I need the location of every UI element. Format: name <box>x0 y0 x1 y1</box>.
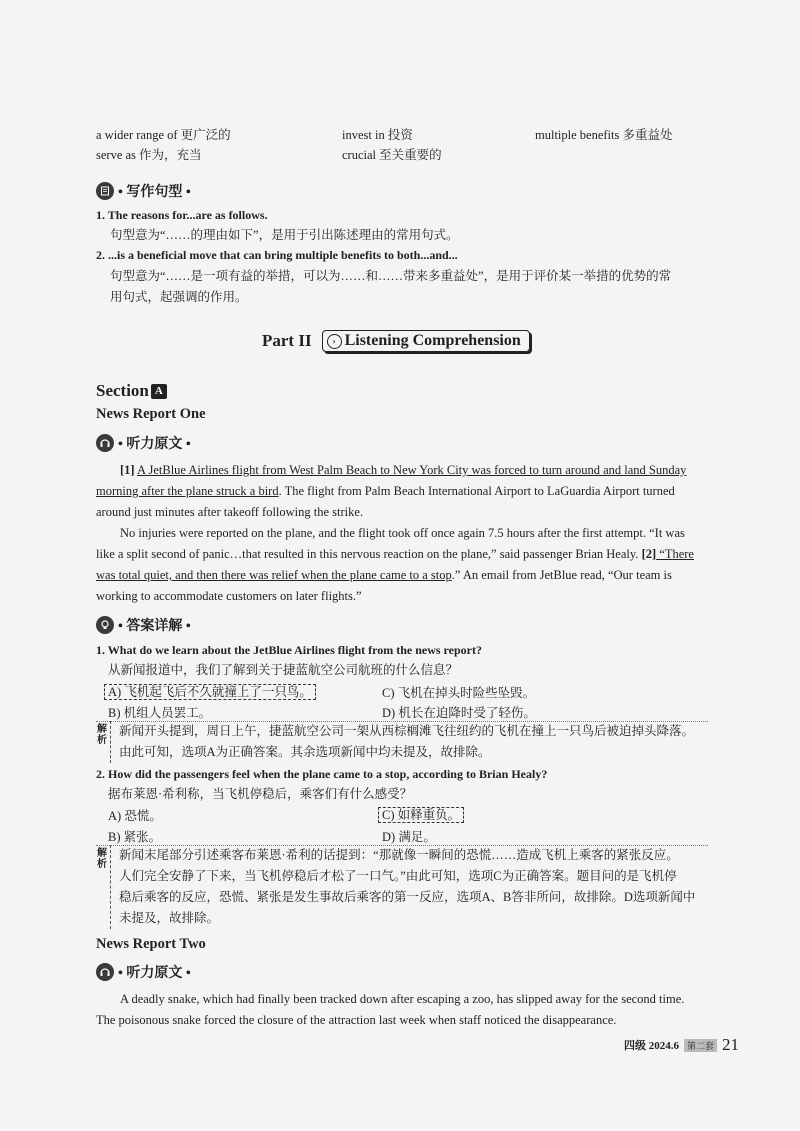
chevron-right-icon: › <box>327 334 342 349</box>
report2-script-heading <box>96 962 191 982</box>
q1-zh: 从新闻报道中，我们了解到关于捷蓝航空公司航班的什么信息？ <box>108 663 459 677</box>
q1-question: 1. What do we learn about the JetBlue Airlines flight from the news report? <box>96 643 482 657</box>
q2-option-c-text: C) 如释重负。 <box>378 807 464 823</box>
report1-script-heading <box>96 433 191 453</box>
vocab-2-1: serve as 作为，充当 <box>96 148 202 162</box>
headphones-icon <box>96 434 114 452</box>
page-footer <box>624 1035 739 1055</box>
report2-line1: A deadly snake, which had finally been tracked down after escaping a zoo, has slipped away for the second time. <box>120 992 685 1006</box>
q2-option-b: B) 紧张。 <box>108 830 162 844</box>
part-title-box <box>322 330 530 352</box>
writing-item-2-en: 2. ...is a beneficial move that can bring multiple benefits to both...and... <box>96 248 458 262</box>
q2-analysis-line4: 未提及，故排除。 <box>119 911 220 925</box>
part-label: Part II <box>262 331 312 350</box>
q1-analysis-line1: 新闻开头提到，周日上午，捷蓝航空公司一架从西棕榈滩飞往纽约的飞机在撞上一只鸟后被迫掉头降落。 <box>119 724 695 738</box>
transcript-p1-rest: . The flight from Palm Beach International Airport to LaGuardia Airport turned <box>278 484 675 498</box>
writing-heading-text: • 写作句型 • <box>118 185 191 200</box>
part-title-text: Listening Comprehension <box>344 332 521 349</box>
answer-evidence-2b: was total quiet, and then there was relief when the plane came to a stop <box>96 568 452 582</box>
report2-title: News Report Two <box>96 936 206 952</box>
q1-option-a-text: A) 飞机起飞后不久就撞上了一只鸟。 <box>104 684 316 700</box>
q2-analysis-line1: 新闻末尾部分引述乘客布莱恩·希利的话提到：“那就像一瞬间的恐慌……造成飞机上乘客的紧张反应。 <box>119 848 679 862</box>
page-number: 21 <box>722 1035 740 1054</box>
q2-analysis-line3: 稳后乘客的反应，恐慌、紧张是发生事故后乘客的第一反应，选项A、B答非所问，故排除。D选项新闻中 <box>119 890 696 904</box>
headphones-icon <box>96 963 114 981</box>
report2-script-heading-text: • 听力原文 • <box>118 966 191 981</box>
q1-analysis <box>110 721 719 763</box>
q2-analysis-tag: 解析 <box>97 848 107 870</box>
transcript-p2-line1: No injuries were reported on the plane, and the flight took off once again 7.5 hours after the first attempt. “It was <box>120 526 685 540</box>
section-label: Section <box>96 381 149 400</box>
q1-option-d: D) 机长在迫降时受了轻伤。 <box>382 706 536 720</box>
vocab-2-2: crucial 至关重要的 <box>342 148 442 162</box>
marker-2: [2] <box>641 547 657 561</box>
writing-item-2-zh1: 句型意为“……是一项有益的举措，可以为……和……带来多重益处”，是用于评价某一举措的优势的常 <box>110 269 672 283</box>
document-icon <box>96 182 114 200</box>
part-title <box>262 330 530 352</box>
writing-item-2-zh2: 用句式，起强调的作用。 <box>110 290 248 304</box>
transcript-p2-line2 <box>96 544 694 565</box>
q2-analysis-line2: 人们完全安静了下来，当飞机停稳后才松了一口气。”由此可知，选项C为正确答案。题目问的是飞机停 <box>119 869 677 883</box>
transcript-p2-line4: working to accommodate customers on later flights.” <box>96 589 362 603</box>
section-heading <box>96 381 167 401</box>
footer-tag: 第二套 <box>684 1039 717 1052</box>
lightbulb-icon <box>96 616 114 634</box>
transcript-p2-line2a: like a split second of panic…that resulted in this nervous reaction on the plane,” said passenger Brian Healy. <box>96 547 642 561</box>
section-letter: A <box>151 384 167 399</box>
report1-script-heading-text: • 听力原文 • <box>118 437 191 452</box>
transcript-p2-line3 <box>96 565 672 586</box>
report2-line2: The poisonous snake forced the closure of the attraction last week when staff noticed the disappearance. <box>96 1013 617 1027</box>
q2-option-c <box>378 805 464 823</box>
answer-heading-text: • 答案详解 • <box>118 619 191 634</box>
answer-evidence-1a: A JetBlue Airlines flight from West Palm Beach to New York City was forced to turn around and land Sunday <box>137 463 687 477</box>
q1-option-b: B) 机组人员罢工。 <box>108 706 212 720</box>
transcript-p2-line3-rest: .” An email from JetBlue read, “Our team is <box>451 568 672 582</box>
answer-evidence-1b: morning after the plane struck a bird <box>96 484 279 498</box>
q1-option-c: C) 飞机在掉头时险些坠毁。 <box>382 686 536 700</box>
q2-analysis <box>110 845 719 929</box>
transcript-p1-line2 <box>96 481 675 502</box>
q1-analysis-line2: 由此可知，选项A为正确答案。其余选项新闻中均未提及，故排除。 <box>119 745 491 759</box>
writing-item-1-en: 1. The reasons for...are as follows. <box>96 208 268 222</box>
report1-title: News Report One <box>96 406 206 422</box>
q2-option-a: A) 恐慌。 <box>108 809 162 823</box>
q2-option-d: D) 满足。 <box>382 830 436 844</box>
transcript-p1-line3: around just minutes after takeoff following the strike. <box>96 505 364 519</box>
vocab-1-3: multiple benefits 多重益处 <box>535 128 673 142</box>
transcript-p1-line1 <box>120 460 686 481</box>
vocab-1-1: a wider range of 更广泛的 <box>96 128 231 142</box>
vocab-1-2: invest in 投资 <box>342 128 413 142</box>
q2-zh: 据布莱恩·希利称，当飞机停稳后，乘客们有什么感受？ <box>108 787 413 801</box>
footer-label: 四级 2024.6 <box>624 1040 679 1052</box>
answer-evidence-2a: “There <box>656 547 694 561</box>
writing-item-1-zh: 句型意为“……的理由如下”，是用于引出陈述理由的常用句式。 <box>110 228 459 242</box>
q1-analysis-tag: 解析 <box>97 724 107 746</box>
q1-option-a <box>104 682 316 700</box>
marker-1: [1] <box>120 463 135 477</box>
writing-heading <box>96 181 191 201</box>
q2-question: 2. How did the passengers feel when the plane came to a stop, according to Brian Healy? <box>96 767 548 781</box>
answer-heading <box>96 615 191 635</box>
